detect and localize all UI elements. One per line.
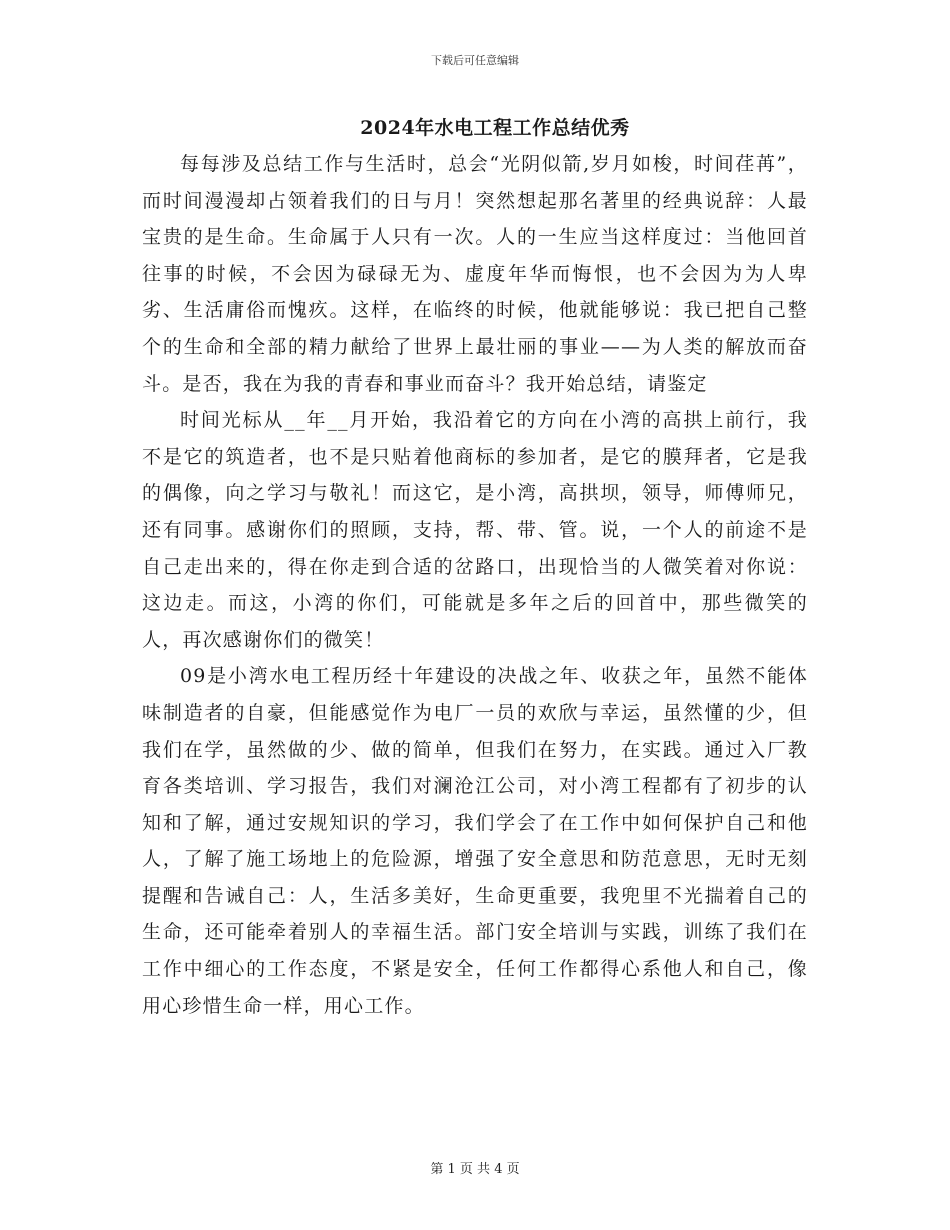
document-title: 2024年水电工程工作总结优秀 xyxy=(360,117,630,139)
paragraph-1: 每每涉及总结工作与生活时，总会“光阴似箭,岁月如梭，时间荏苒”，而时间漫漫却占领着我们的日与月！突然想起那名著里的经典说辞：人最宝贵的是生命。生命属于人只有一次。人的一生应当这样度过：当他回首往事的时候，不会因为碌碌无为、虚度年华而悔恨，也不会因为为人卑劣、生活庸俗而愧疚。这样，在临终的时候，他就能够说：我已把自己整个的生命和全部的精力献给了世界上最壮丽的事业——为人类的解放而奋斗。是否，我在为我的青春和事业而奋斗？我开始总结，请鉴定 xyxy=(142,153,808,395)
page-number: 第 1 页 共 4 页 xyxy=(430,1162,520,1177)
document-body xyxy=(142,146,808,1024)
paragraph-2: 时间光标从__年__月开始，我沿着它的方向在小湾的高拱上前行，我不是它的筑造者，也不是只贴着他商标的参加者，是它的膜拜者，它是我的偶像，向之学习与敬礼！而这它，是小湾，高拱坝，领导，师傅师兄，还有同事。感谢你们的照顾，支持，帮、带、管。说，一个人的前途不是自己走出来的，得在你走到合适的岔路口，出现恰当的人微笑着对你说：这边走。而这，小湾的你们，可能就是多年之后的回首中，那些微笑的人，再次感谢你们的微笑！ xyxy=(142,409,808,651)
paragraph-3: 09是小湾水电工程历经十年建设的决战之年、收获之年，虽然不能体味制造者的自豪，但能感觉作为电厂一员的欢欣与幸运，虽然懂的少，但我们在学，虽然做的少、做的简单，但我们在努力，在实践。通过入厂教育各类培训、学习报告，我们对澜沧江公司，对小湾工程都有了初步的认知和了解，通过安规知识的学习，我们学会了在工作中如何保护自己和他人，了解了施工场地上的危险源，增强了安全意思和防范意思，无时无刻提醒和告诫自己：人，生活多美好，生命更重要，我兜里不光揣着自己的生命，还可能牵着别人的幸福生活。部门安全培训与实践，训练了我们在工作中细心的工作态度，不紧是安全，任何工作都得心系他人和自己，像用心珍惜生命一样，用心工作。 xyxy=(142,665,808,1017)
header-note: 下载后可任意编辑 xyxy=(431,54,519,67)
